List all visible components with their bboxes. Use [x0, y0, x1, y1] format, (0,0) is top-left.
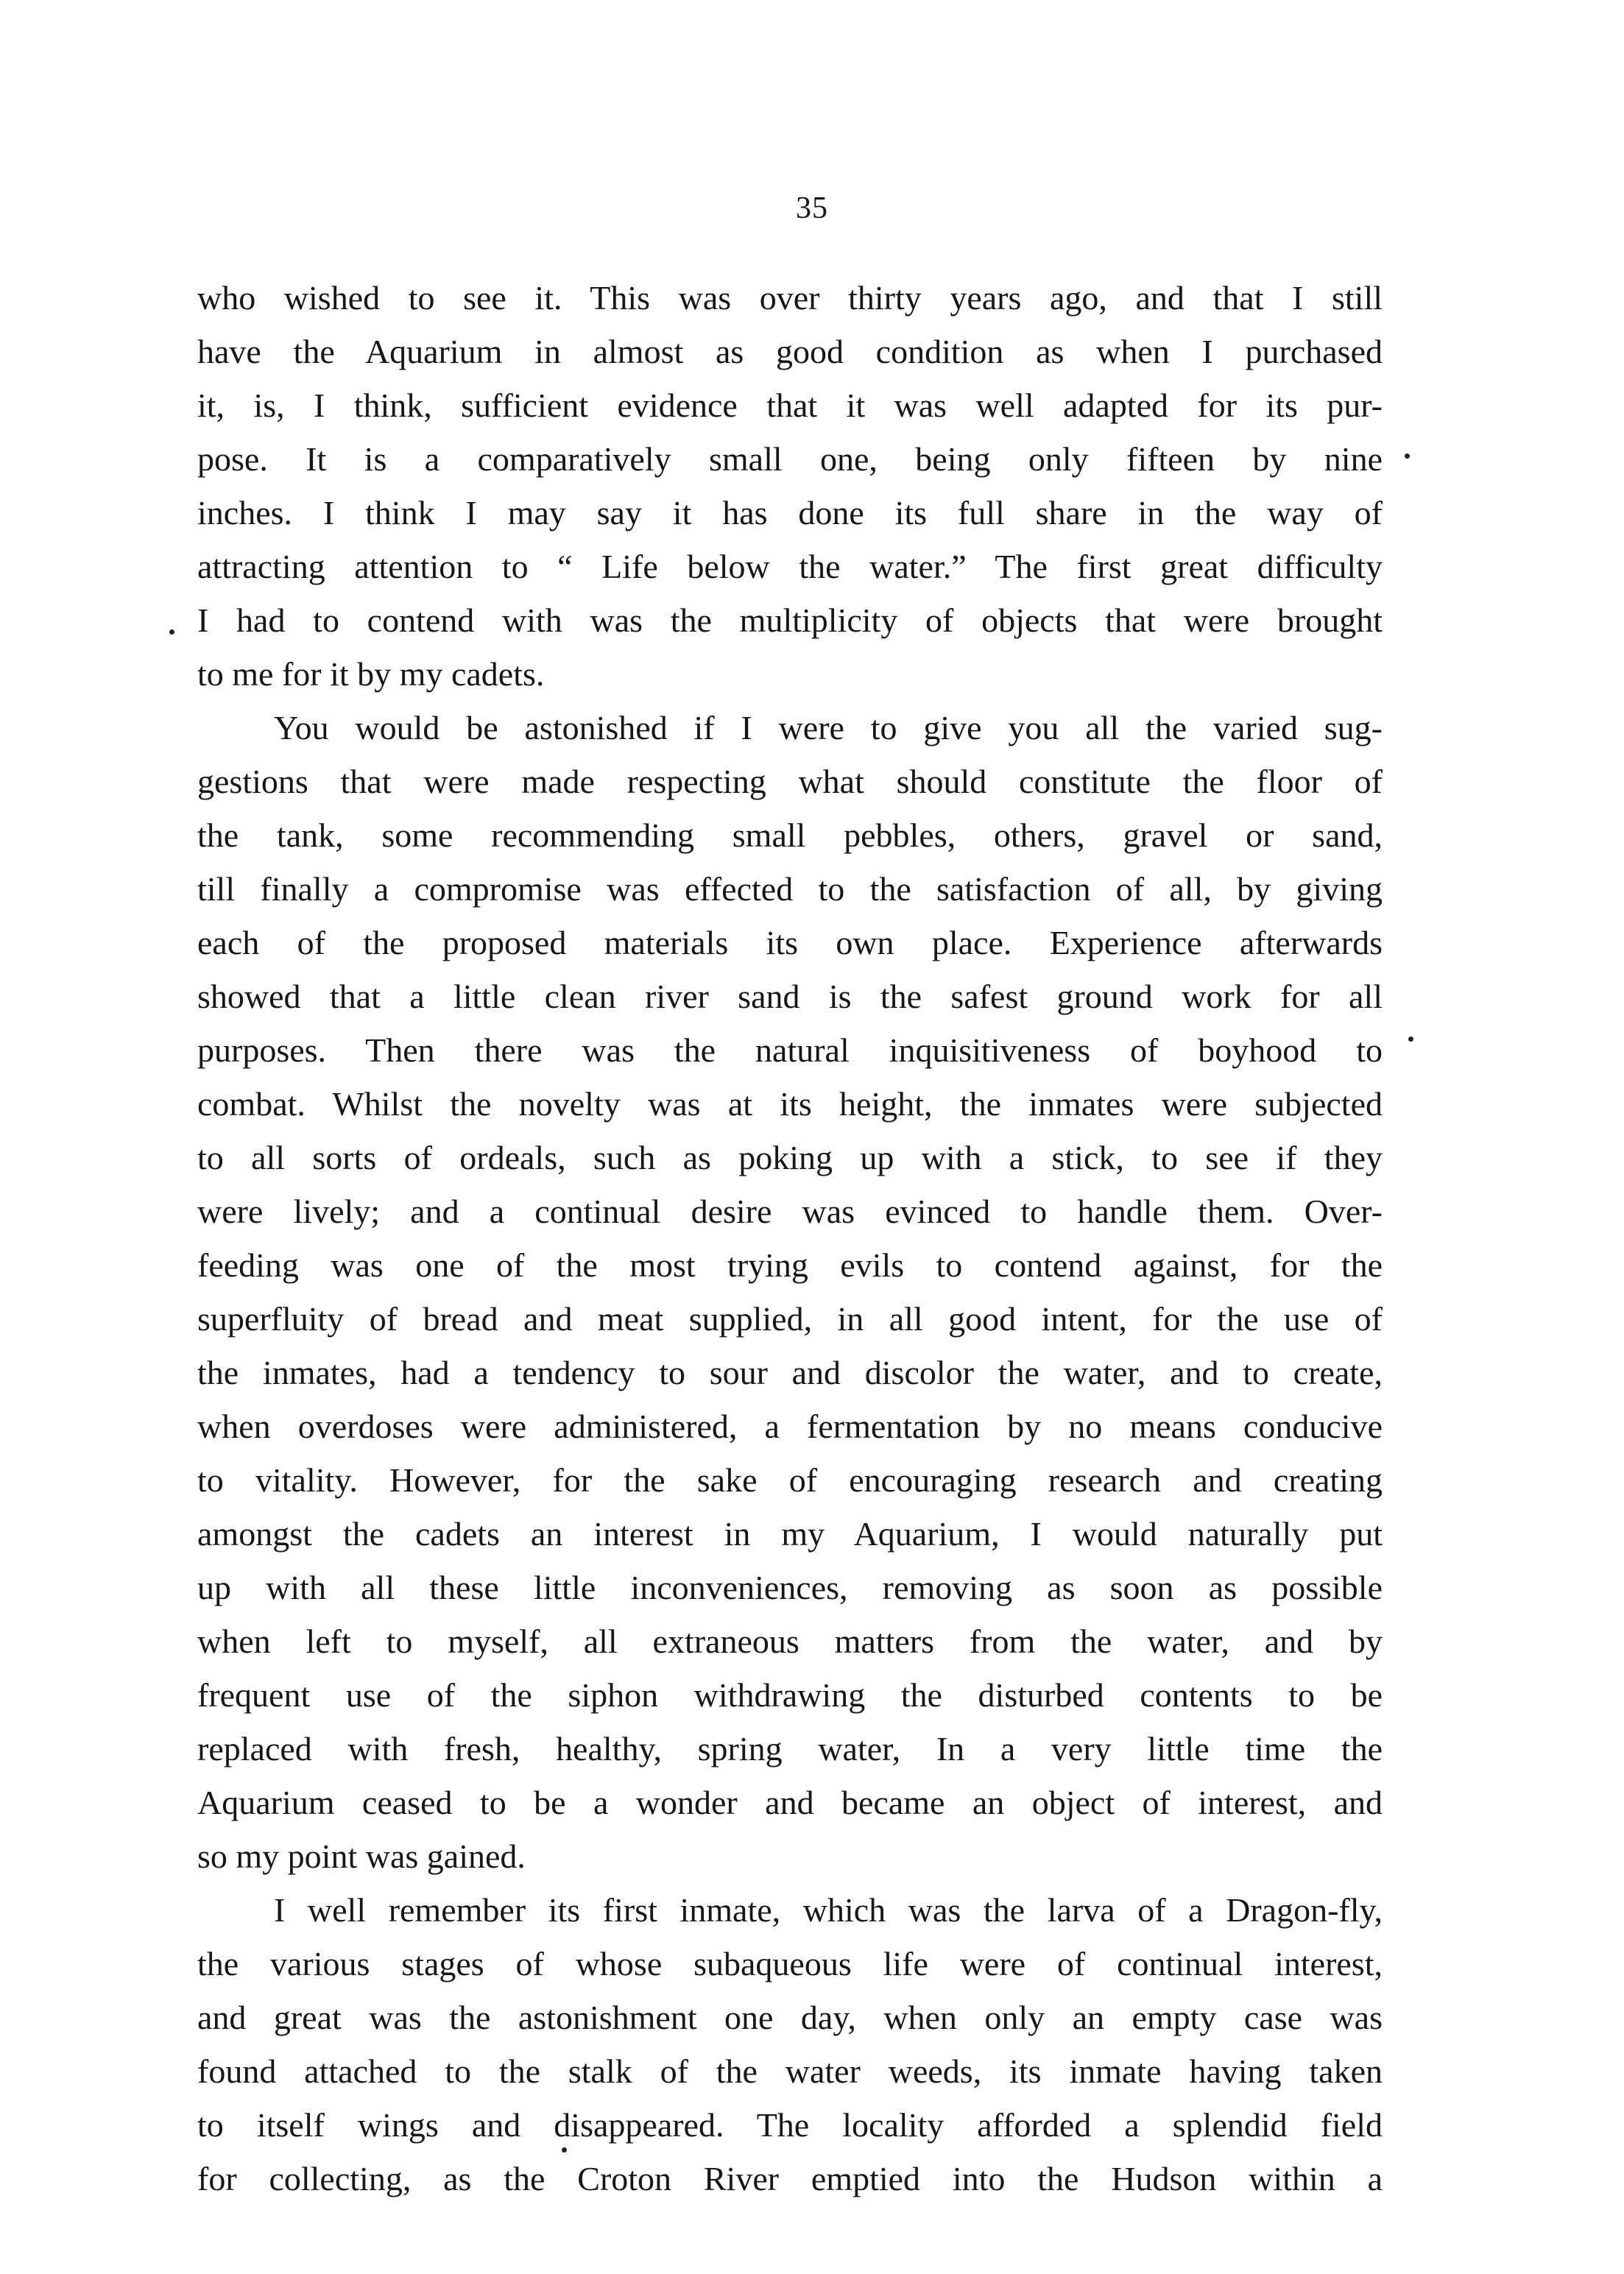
text-line: each of the proposed materials its own place. Experience afterwards: [197, 924, 1383, 961]
text-line: up with all these little inconveniences, removing as soon as possible: [197, 1569, 1383, 1606]
text-line: gestions that were made respecting what should constitute the floor of: [197, 763, 1383, 800]
text-line: and great was the astonishment one day, when only an empty case was: [197, 1999, 1383, 2036]
text-line: were lively; and a continual desire was evinced to handle them. Over-: [197, 1193, 1383, 1230]
text-line: amongst the cadets an interest in my Aquarium, I would naturally put: [197, 1515, 1383, 1553]
ink-speck: [562, 2147, 567, 2153]
text-line: to vitality. However, for the sake of encouraging research and creating: [197, 1461, 1383, 1499]
text-line: superfluity of bread and meat supplied, in all good intent, for the use of: [197, 1300, 1383, 1338]
ink-speck: [1408, 1037, 1413, 1042]
text-line: You would be astonished if I were to give you all the varied sug-: [274, 709, 1383, 746]
body-text: [197, 271, 1383, 2206]
text-line: when left to myself, all extraneous matters from the water, and by: [197, 1622, 1383, 1660]
text-line: have the Aquarium in almost as good condition as when I purchased: [197, 333, 1383, 370]
text-line: who wished to see it. This was over thirty years ago, and that I still: [197, 279, 1383, 317]
text-line: combat. Whilst the novelty was at its height, the inmates were subjected: [197, 1085, 1383, 1123]
text-line: showed that a little clean river sand is the safest ground work for all: [197, 978, 1383, 1015]
text-line: purposes. Then there was the natural inquisitiveness of boyhood to: [197, 1031, 1383, 1069]
text-line: the tank, some recommending small pebbles, others, gravel or sand,: [197, 816, 1383, 854]
text-line: feeding was one of the most trying evils to contend against, for the: [197, 1246, 1383, 1284]
ink-speck: [1405, 453, 1410, 459]
text-line: for collecting, as the Croton River emptied into the Hudson within a: [197, 2160, 1383, 2197]
text-line: I well remember its first inmate, which was the larva of a Dragon-fly,: [274, 1891, 1383, 1929]
text-line: so my point was gained.: [197, 1837, 526, 1875]
text-line: to me for it by my cadets.: [197, 655, 545, 693]
ink-speck: [169, 629, 174, 635]
text-line: found attached to the stalk of the water weeds, its inmate having taken: [197, 2052, 1383, 2090]
paragraph: [197, 1883, 1383, 2206]
paragraph: [197, 701, 1383, 1883]
text-line: Aquarium ceased to be a wonder and became an object of interest, and: [197, 1784, 1383, 1821]
text-line: to all sorts of ordeals, such as poking up with a stick, to see if they: [197, 1139, 1383, 1176]
text-line: when overdoses were administered, a fermentation by no means conducive: [197, 1408, 1383, 1445]
text-line: to itself wings and disappeared. The locality afforded a splendid field: [197, 2106, 1383, 2144]
paragraph: [197, 271, 1383, 701]
text-line: I had to contend with was the multiplicity of objects that were brought: [197, 601, 1383, 639]
text-line: the inmates, had a tendency to sour and discolor the water, and to create,: [197, 1354, 1383, 1391]
text-line: the various stages of whose subaqueous life were of continual interest,: [197, 1945, 1383, 1982]
text-line: attracting attention to “ Life below the water.” The first great difficulty: [197, 548, 1383, 585]
page-number: 35: [796, 191, 828, 225]
text-line: till finally a compromise was effected to the satisfaction of all, by giving: [197, 870, 1383, 908]
text-line: replaced with fresh, healthy, spring water, In a very little time the: [197, 1730, 1383, 1768]
text-line: frequent use of the siphon withdrawing the disturbed contents to be: [197, 1676, 1383, 1714]
text-line: inches. I think I may say it has done its full share in the way of: [197, 494, 1383, 532]
text-line: it, is, I think, sufficient evidence that it was well adapted for its pur-: [197, 386, 1383, 424]
text-line: pose. It is a comparatively small one, being only fifteen by nine: [197, 440, 1383, 478]
